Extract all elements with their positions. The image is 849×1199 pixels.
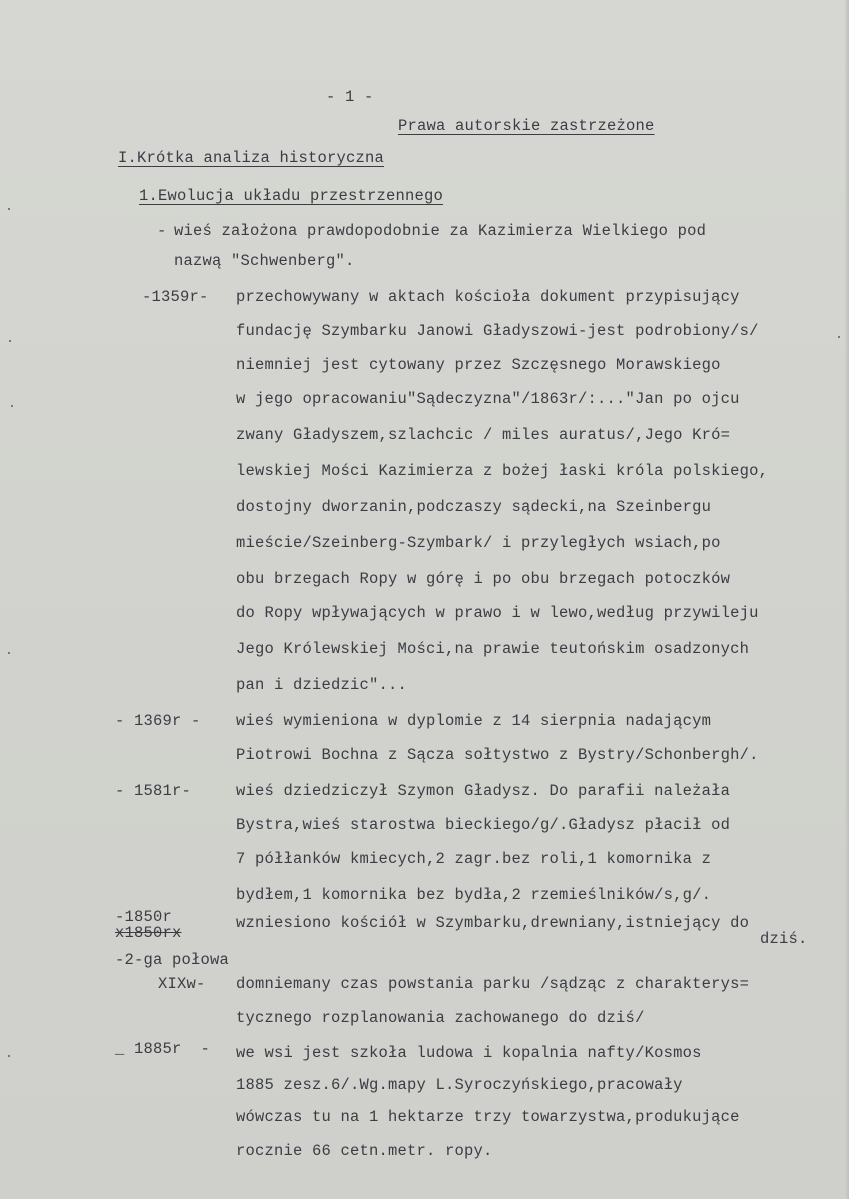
entry-line: nazwą "Schwenberg". — [174, 252, 355, 270]
entry-date: - — [157, 222, 167, 240]
entry-line: niemniej jest cytowany przez Szczęsnego Morawskiego — [236, 356, 721, 374]
entry-line: wzniesiono kościół w Szymbarku,drewniany,istniejący do — [236, 914, 750, 932]
margin-mark — [8, 652, 10, 654]
entry-date: -2-ga połowa — [115, 951, 230, 969]
entry-line-continuation: dziś. — [760, 930, 808, 948]
entry-date: -1359r- — [142, 288, 209, 306]
rights-notice: Prawa autorskie zastrzeżone — [398, 117, 655, 135]
entry-line: rocznie 66 cetn.metr. ropy. — [236, 1142, 493, 1160]
entry-line: do Ropy wpływających w prawo i w lewo,według przywileju — [236, 604, 759, 622]
entry-line: obu brzegach Ropy w górę i po obu brzegach potoczków — [236, 570, 731, 588]
entry-date: - 1581r- — [115, 782, 192, 800]
entry-line: zwany Gładyszem,szlachcic / miles auratus/,Jego Kró= — [236, 426, 731, 444]
entry-line: 1885 zesz.6/.Wg.mapy L.Syroczyńskiego,pracowały — [236, 1076, 683, 1094]
entry-line: mieście/Szeinberg-Szymbark/ i przyległych wsiach,po — [236, 534, 721, 552]
page-edge-shadow — [845, 0, 849, 1199]
entry-line: wieś założona prawdopodobnie za Kazimierza Wielkiego pod — [174, 222, 707, 240]
entry-line: fundację Szymbarku Janowi Gładyszowi-jest podrobiony/s/ — [236, 322, 759, 340]
margin-mark — [838, 336, 840, 338]
entry-line: we wsi jest szkoła ludowa i kopalnia nafty/Kosmos — [236, 1044, 702, 1062]
entry-line: Jego Królewskiej Mości,na prawie teutońskim osadzonych — [236, 640, 750, 658]
margin-mark — [8, 208, 10, 210]
entry-line: Bystra,wieś starostwa bieckiego/g/.Gładysz płacił od — [236, 816, 731, 834]
entry-date: - 1369r - — [115, 712, 201, 730]
entry-date: _ 1885r - — [115, 1040, 211, 1058]
section-heading: 1.Ewolucja układu przestrzennego — [139, 187, 444, 205]
entry-line: przechowywany w aktach kościoła dokument przypisujący — [236, 288, 740, 306]
entry-date-second-line: XIXw- — [158, 975, 206, 993]
margin-mark — [8, 1055, 10, 1057]
entry-line: w jego opracowaniu"Sądeczyzna"/1863r/:..."Jan po ojcu — [236, 390, 740, 408]
entry-line: 7 półłanków kmiecych,2 zagr.bez roli,1 komornika z — [236, 850, 712, 868]
page-number: - 1 - — [326, 88, 374, 106]
chapter-heading: I.Krótka analiza historyczna — [118, 149, 385, 167]
entry-line: Piotrowi Bochna z Sącza sołtystwo z Bystry/Schonbergh/. — [236, 746, 759, 764]
struck-date: x1850rx — [115, 924, 182, 942]
entry-date: -1850r — [115, 908, 173, 926]
entry-line: lewskiej Mości Kazimierza z bożej łaski króla polskiego, — [236, 462, 769, 480]
margin-mark — [11, 405, 13, 407]
entry-line: domniemany czas powstania parku /sądząc z charakterys= — [236, 975, 750, 993]
entry-line: wieś dziedziczył Szymon Gładysz. Do parafii należała — [236, 782, 731, 800]
entry-line: wieś wymieniona w dyplomie z 14 sierpnia nadającym — [236, 712, 712, 730]
entry-line: bydłem,1 komornika bez bydła,2 rzemieślników/s,g/. — [236, 886, 712, 904]
entry-line: pan i dziedzic"... — [236, 676, 408, 694]
entry-line: tycznego rozplanowania zachowanego do dziś/ — [236, 1009, 645, 1027]
entry-line: dostojny dworzanin,podczaszy sądecki,na Szeinbergu — [236, 498, 712, 516]
entry-line: wówczas tu na 1 hektarze trzy towarzystwa,produkujące — [236, 1108, 740, 1126]
margin-mark — [9, 340, 11, 342]
